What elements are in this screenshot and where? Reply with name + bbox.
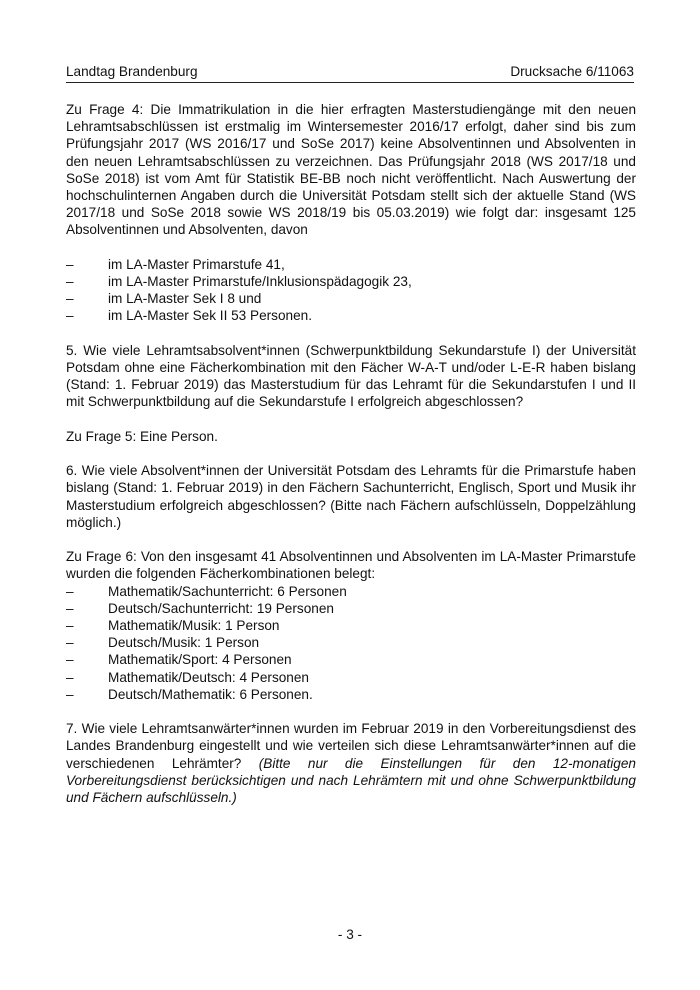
answer-4-text: Zu Frage 4: Die Immatrikulation in die hier erfragten Masterstudiengänge mit den neuen Lehramtsabschlüssen ist erstmalig im Wintersemester 2016/17 erfolgt, daher sind bis zum Prüfungsjahr 2017 (WS 2016/17 und SoSe 2017) keine Absolventinnen und Absolventen in den neuen Lehramtsabschlüssen zu verzeichnen. Das Prüfungsjahr 2018 (WS 2017/18 und SoSe 2018) ist vom Amt für Statistik BE-BB noch nicht veröffentlicht. Nach Auswertung der hochschulinternen Angaben durch die Universität Potsdam stellt sich der aktuelle Stand (WS 2017/18 und SoSe 2018 sowie WS 2018/19 bis 05.03.2019) wie folgt dar: insgesamt 125 Absolventinnen und Absolventen, davon: [66, 102, 636, 238]
question-6: 6. Wie viele Absolvent*innen der Universität Potsdam des Lehramts für die Primarstufe haben bislang (Stand: 1. Februar 2019) in den Fächern Sachunterricht, Englisch, Sport und Musik ihr Masterstudium erfolgreich abgeschlossen? (Bitte nach Fächern aufschlüsseln, Doppelzählung möglich.): [66, 463, 636, 530]
list-item: – im LA-Master Sek II 53 Personen.: [66, 308, 312, 324]
dash-marker: –: [66, 600, 74, 616]
list-item: – Mathematik/Musik: 1 Person: [66, 618, 280, 634]
list-item: – im LA-Master Sek I 8 und: [66, 291, 262, 307]
question-5: 5. Wie viele Lehramtsabsolvent*innen (Schwerpunktbildung Sekundarstufe I) der Universität Potsdam ohne eine Fächerkombination mit den Fächer W-A-T und/oder L-E-R haben bislang (Stand: 1. Februar 2019) das Masterstudium für das Lehramt für die Sekundarstufen I und II mit Schwerpunktbildung auf die Sekundarstufe I erfolgreich abgeschlossen?: [66, 342, 636, 410]
answer-6-list: [66, 583, 636, 703]
list-item: – Deutsch/Mathematik: 6 Personen.: [66, 686, 313, 702]
dash-marker: –: [66, 256, 74, 272]
document-body: [66, 101, 636, 823]
dash-marker: –: [66, 686, 74, 702]
list-item: – im LA-Master Primarstufe/Inklusionspädagogik 23,: [66, 274, 412, 290]
dash-marker: –: [66, 618, 74, 634]
list-item: – Mathematik/Sachunterricht: 6 Personen: [66, 583, 347, 599]
dash-marker: –: [66, 308, 74, 324]
list-item: – im LA-Master Primarstufe 41,: [66, 256, 285, 272]
list-item: – Deutsch/Sachunterricht: 19 Personen: [66, 600, 334, 616]
dash-marker: –: [66, 669, 74, 685]
answer-6-text: Zu Frage 6: Von den insgesamt 41 Absolventinnen und Absolventen im LA-Master Primarstufe wurden die folgenden Fächerkombinationen belegt:: [66, 549, 636, 582]
answer-4-list: [66, 256, 636, 325]
dash-marker: –: [66, 635, 74, 651]
header-parliament: Landtag Brandenburg: [66, 64, 198, 79]
dash-marker: –: [66, 274, 74, 290]
list-item: – Mathematik/Sport: 4 Personen: [66, 652, 292, 668]
question-7-note: (Bitte nur die Einstellungen für den 12-monatigen Vorbereitungsdienst berücksichtigen und nach Lehrämtern mit und ohne Schwerpunktbildung und Fächern aufschlüsseln.): [66, 755, 636, 806]
page-header: [66, 64, 634, 83]
question-7: 7. Wie viele Lehramtsanwärter*innen wurden im Februar 2019 in den Vorbereitungsdienst des Landes Brandenburg eingestellt und wie verteilen sich diese Lehramtsanwärter*innen auf die verschiedenen Lehrämter? (Bitte nur die Einstellungen für den 12-monatigen Vorbereitungsdienst berücksichtigen und nach Lehrämtern mit und ohne Schwerpunktbildung und Fächern aufschlüsseln.): [66, 721, 636, 806]
answer-5: Zu Frage 5: Eine Person.: [66, 428, 218, 444]
list-item: – Deutsch/Musik: 1 Person: [66, 635, 260, 651]
dash-marker: –: [66, 291, 74, 307]
dash-marker: –: [66, 583, 74, 599]
dash-marker: –: [66, 652, 74, 668]
header-document-number: Drucksache 6/11063: [510, 64, 634, 79]
page-number: - 3 -: [337, 927, 363, 942]
list-item: – Mathematik/Deutsch: 4 Personen: [66, 669, 309, 685]
